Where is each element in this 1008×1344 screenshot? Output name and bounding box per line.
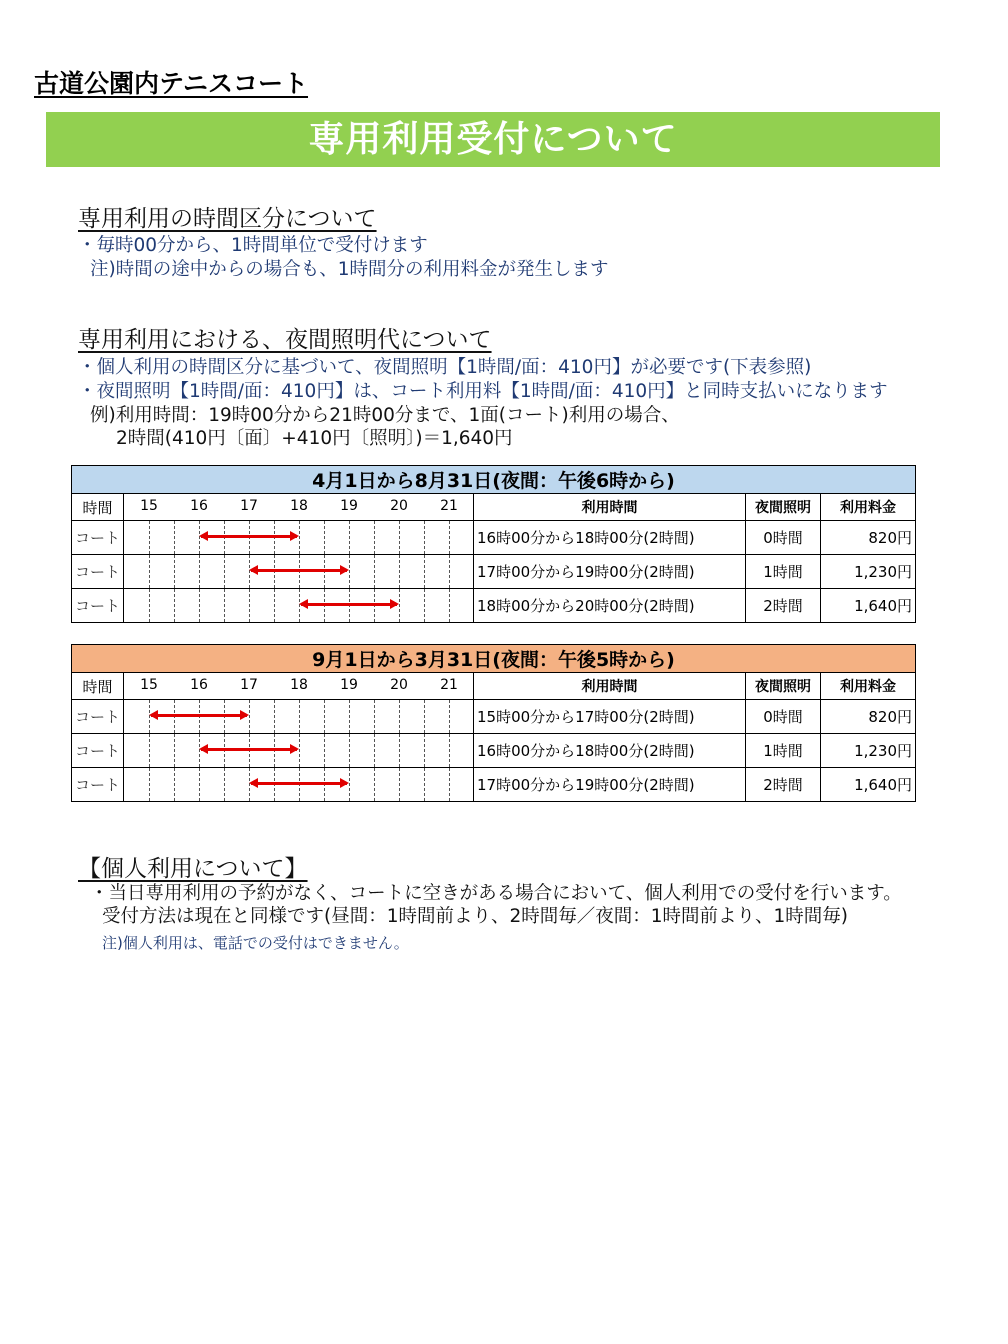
grid-line — [424, 521, 425, 554]
header-fee: 利用料金 — [821, 494, 916, 521]
hour-label: 15 — [140, 677, 158, 693]
grid-line — [374, 521, 375, 554]
grid-line — [349, 521, 350, 554]
timeline-cell — [124, 589, 474, 623]
section2-heading: 専用利用における、夜間照明代について — [78, 327, 492, 353]
grid-line — [299, 734, 300, 767]
grid-line — [174, 589, 175, 622]
grid-line — [399, 700, 400, 733]
section2-line-1: ・個人利用の時間区分に基づいて、夜間照明【1時間/面：410円】が必要です(下表参照) — [78, 357, 812, 378]
page-banner: 専用利用受付について — [46, 112, 940, 167]
section1-heading: 専用利用の時間区分について — [78, 206, 377, 232]
grid-line — [324, 734, 325, 767]
usage-fee: 820円 — [821, 700, 916, 734]
usage-arrow — [251, 569, 347, 572]
grid-line — [299, 700, 300, 733]
grid-line — [449, 555, 450, 588]
usage-time: 18時00分から20時00分(2時間) — [474, 589, 746, 623]
grid-line — [449, 521, 450, 554]
hour-label: 17 — [240, 498, 258, 514]
usage-arrow — [251, 782, 347, 785]
court-label: コート — [72, 768, 124, 802]
hour-label: 21 — [440, 677, 458, 693]
hour-label: 19 — [340, 677, 358, 693]
grid-line — [149, 768, 150, 801]
section2-line-2: ・夜間照明【1時間/面：410円】は、コート利用料【1時間/面：410円】と同時支払いになります — [78, 381, 888, 402]
court-label: コート — [72, 589, 124, 623]
header-time: 時間 — [72, 673, 124, 700]
usage-time: 17時00分から19時00分(2時間) — [474, 555, 746, 589]
header-usage: 利用時間 — [474, 494, 746, 521]
table-row — [72, 555, 916, 589]
grid-line — [149, 521, 150, 554]
grid-line — [374, 734, 375, 767]
court-label: コート — [72, 700, 124, 734]
grid-line — [449, 734, 450, 767]
grid-line — [249, 700, 250, 733]
grid-line — [249, 589, 250, 622]
hour-label: 21 — [440, 498, 458, 514]
grid-line — [424, 700, 425, 733]
schedule-table-2 — [71, 644, 916, 802]
grid-line — [274, 589, 275, 622]
section3-note: 注)個人利用は、電話での受付はできません。 — [102, 934, 409, 952]
night-hours: 1時間 — [746, 734, 821, 768]
grid-line — [374, 700, 375, 733]
grid-line — [449, 700, 450, 733]
usage-time: 15時00分から17時00分(2時間) — [474, 700, 746, 734]
grid-line — [374, 555, 375, 588]
grid-line — [174, 768, 175, 801]
night-hours: 0時間 — [746, 521, 821, 555]
timeline-cell — [124, 768, 474, 802]
grid-line — [324, 700, 325, 733]
grid-line — [349, 700, 350, 733]
grid-line — [149, 555, 150, 588]
grid-line — [199, 589, 200, 622]
night-hours: 2時間 — [746, 768, 821, 802]
usage-fee: 1,640円 — [821, 768, 916, 802]
timeline-cell — [124, 521, 474, 555]
grid-line — [274, 700, 275, 733]
grid-line — [449, 768, 450, 801]
hour-label: 18 — [290, 677, 308, 693]
grid-line — [349, 555, 350, 588]
header-night: 夜間照明 — [746, 494, 821, 521]
table-title: 4月1日から8月31日(夜間：午後6時から) — [72, 466, 916, 494]
grid-line — [374, 768, 375, 801]
section1-line-2: 注)時間の途中からの場合も、1時間分の利用料金が発生します — [90, 259, 609, 280]
grid-line — [199, 768, 200, 801]
grid-line — [424, 768, 425, 801]
section3-line-2: 受付方法は現在と同様です(昼間：1時間前より、2時間毎／夜間：1時間前より、1時間毎) — [102, 906, 849, 927]
court-label: コート — [72, 734, 124, 768]
table-row — [72, 589, 916, 623]
usage-fee: 1,230円 — [821, 734, 916, 768]
section3-line-1: ・当日専用利用の予約がなく、コートに空きがある場合において、個人利用での受付を行います。 — [90, 883, 902, 904]
usage-fee: 1,640円 — [821, 589, 916, 623]
header-night: 夜間照明 — [746, 673, 821, 700]
grid-line — [149, 734, 150, 767]
grid-line — [399, 768, 400, 801]
table-row — [72, 521, 916, 555]
usage-arrow — [201, 535, 297, 538]
usage-time: 17時00分から19時00分(2時間) — [474, 768, 746, 802]
timeline-cell — [124, 700, 474, 734]
night-hours: 1時間 — [746, 555, 821, 589]
section2-line-3: 例)利用時間：19時00分から21時00分まで、1面(コート)利用の場合、 — [90, 405, 680, 426]
hour-label: 16 — [190, 498, 208, 514]
header-usage: 利用時間 — [474, 673, 746, 700]
section2-line-4: 2時間(410円〔面〕+410円〔照明〕)＝1,640円 — [116, 428, 513, 449]
usage-time: 16時00分から18時00分(2時間) — [474, 521, 746, 555]
grid-line — [224, 768, 225, 801]
schedule-table-1 — [71, 465, 916, 623]
facility-title: 古道公園内テニスコート — [34, 69, 309, 98]
grid-line — [224, 555, 225, 588]
grid-line — [399, 521, 400, 554]
header-hours — [124, 673, 474, 700]
court-label: コート — [72, 555, 124, 589]
usage-fee: 820円 — [821, 521, 916, 555]
usage-fee: 1,230円 — [821, 555, 916, 589]
grid-line — [199, 555, 200, 588]
grid-line — [424, 734, 425, 767]
grid-line — [174, 521, 175, 554]
grid-line — [424, 589, 425, 622]
night-hours: 2時間 — [746, 589, 821, 623]
usage-arrow — [201, 748, 297, 751]
table-row — [72, 768, 916, 802]
header-time: 時間 — [72, 494, 124, 521]
timeline-cell — [124, 734, 474, 768]
hour-label: 15 — [140, 498, 158, 514]
grid-line — [174, 734, 175, 767]
grid-line — [399, 555, 400, 588]
hour-label: 17 — [240, 677, 258, 693]
table-row — [72, 734, 916, 768]
hour-label: 20 — [390, 677, 408, 693]
table-title: 9月1日から3月31日(夜間：午後5時から) — [72, 645, 916, 673]
hour-label: 20 — [390, 498, 408, 514]
grid-line — [349, 768, 350, 801]
usage-arrow — [301, 603, 397, 606]
grid-line — [224, 589, 225, 622]
hour-label: 19 — [340, 498, 358, 514]
timeline-cell — [124, 555, 474, 589]
grid-line — [399, 734, 400, 767]
court-label: コート — [72, 521, 124, 555]
grid-line — [299, 521, 300, 554]
usage-arrow — [151, 714, 247, 717]
grid-line — [449, 589, 450, 622]
hour-label: 16 — [190, 677, 208, 693]
table-row — [72, 700, 916, 734]
header-fee: 利用料金 — [821, 673, 916, 700]
grid-line — [174, 555, 175, 588]
hour-label: 18 — [290, 498, 308, 514]
header-hours — [124, 494, 474, 521]
section3-heading: 【個人利用について】 — [78, 856, 308, 882]
grid-line — [399, 589, 400, 622]
grid-line — [324, 521, 325, 554]
grid-line — [149, 589, 150, 622]
section1-line-1: ・毎時00分から、1時間単位で受付けます — [78, 235, 428, 256]
grid-line — [424, 555, 425, 588]
usage-time: 16時00分から18時00分(2時間) — [474, 734, 746, 768]
night-hours: 0時間 — [746, 700, 821, 734]
grid-line — [349, 734, 350, 767]
